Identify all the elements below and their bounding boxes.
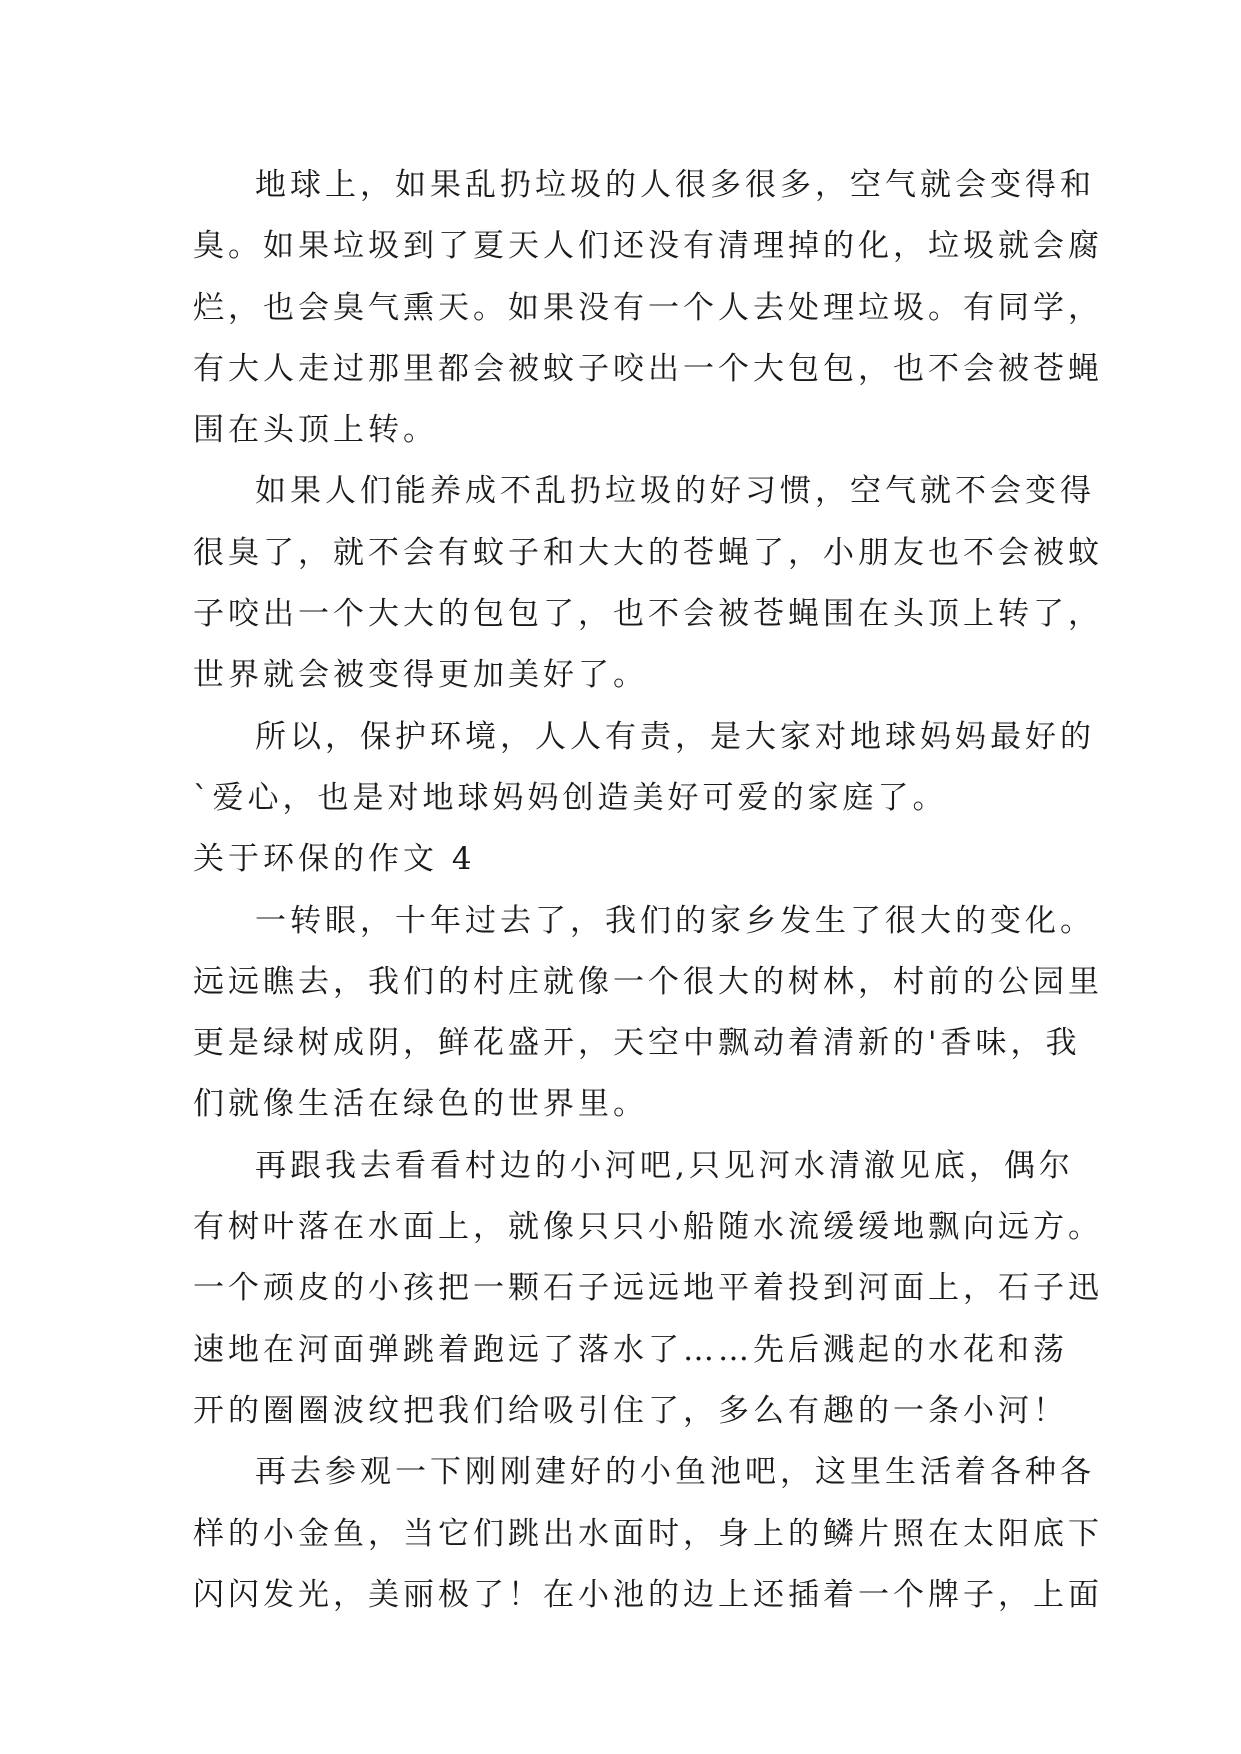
paragraph-line: 有树叶落在水面上，就像只只小船随水流缓缓地飘向远方。: [193, 1209, 1103, 1246]
paragraph-line: 所以，保护环境，人人有责，是大家对地球妈妈最好的: [255, 718, 1095, 755]
document-page: [193, 155, 1103, 1626]
paragraph-line: 很臭了，就不会有蚊子和大大的苍蝇了，小朋友也不会被蚊: [193, 534, 1103, 571]
section-heading: 关于环保的作文 4: [193, 841, 476, 878]
paragraph-line: 更是绿树成阴，鲜花盛开，天空中飘动着清新的'香味，我: [193, 1025, 1081, 1062]
paragraph-line: 一个顽皮的小孩把一颗石子远远地平着投到河面上，石子迅: [193, 1270, 1103, 1307]
paragraph-line: 臭。如果垃圾到了夏天人们还没有清理掉的化，垃圾就会腐: [193, 228, 1103, 265]
paragraph-line: 烂，也会臭气熏天。如果没有一个人去处理垃圾。有同学，: [193, 289, 1103, 326]
paragraph-line: 再跟我去看看村边的小河吧,只见河水清澈见底，偶尔: [255, 1147, 1074, 1184]
paragraph-line: 再去参观一下刚刚建好的小鱼池吧，这里生活着各种各: [255, 1454, 1095, 1491]
paragraph-line: 样的小金鱼，当它们跳出水面时，身上的鳞片照在太阳底下: [193, 1515, 1103, 1552]
paragraph-line: `爱心，也是对地球妈妈创造美好可爱的家庭了。: [193, 779, 948, 816]
paragraph-line: 如果人们能养成不乱扔垃圾的好习惯，空气就不会变得: [255, 473, 1095, 510]
paragraph-line: 围在头顶上转。: [193, 412, 438, 449]
paragraph-line: 速地在河面弹跳着跑远了落水了……先后溅起的水花和荡: [193, 1331, 1068, 1368]
paragraph-line: 开的圈圈波纹把我们给吸引住了，多么有趣的一条小河！: [193, 1392, 1068, 1429]
paragraph-line: 们就像生活在绿色的世界里。: [193, 1086, 648, 1123]
paragraph-line: 子咬出一个大大的包包了，也不会被苍蝇围在头顶上转了，: [193, 596, 1103, 633]
paragraph-line: 有大人走过那里都会被蚊子咬出一个大包包，也不会被苍蝇: [193, 350, 1103, 387]
paragraph-line: 远远瞧去，我们的村庄就像一个很大的树林，村前的公园里: [193, 963, 1103, 1000]
paragraph-line: 世界就会被变得更加美好了。: [193, 657, 648, 694]
paragraph-line: 一转眼，十年过去了，我们的家乡发生了很大的变化。: [255, 902, 1095, 939]
paragraph-line: 地球上，如果乱扔垃圾的人很多很多，空气就会变得和: [255, 167, 1095, 203]
paragraph-line: 闪闪发光，美丽极了！在小池的边上还插着一个牌子，上面: [193, 1576, 1103, 1613]
